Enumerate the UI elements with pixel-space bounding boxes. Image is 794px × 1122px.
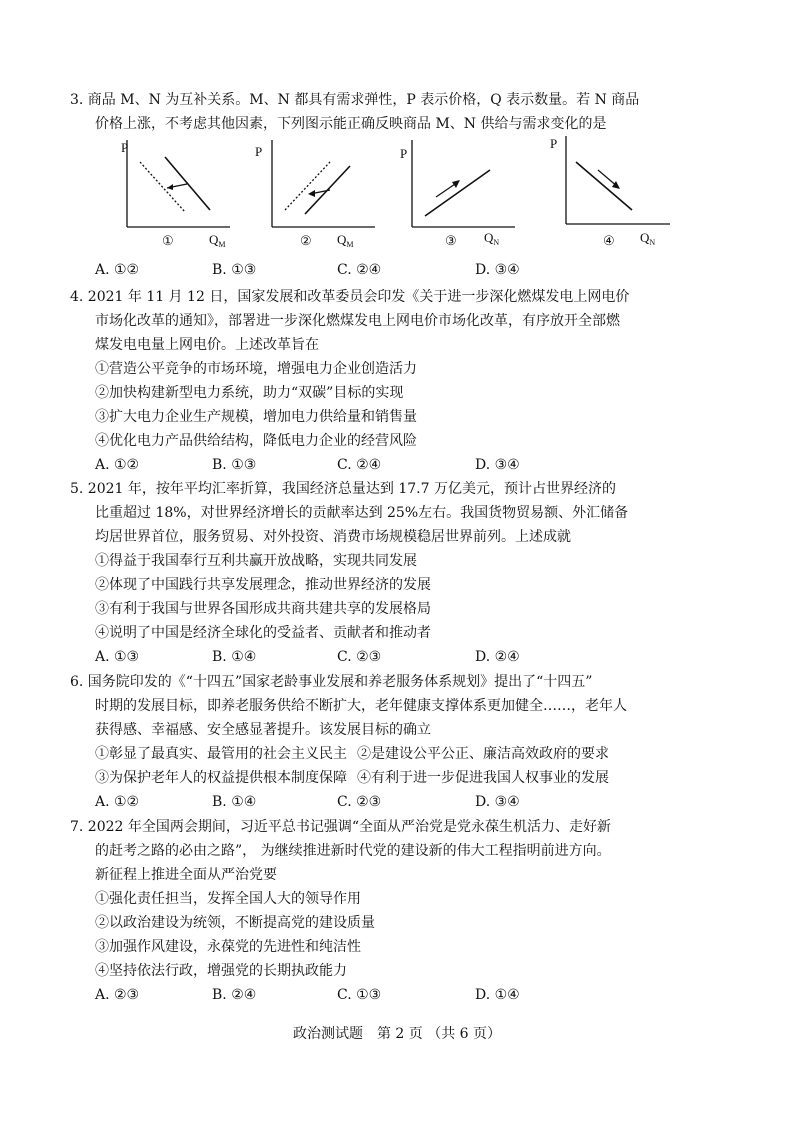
q3-graph-1 (105, 132, 245, 252)
q5-item-3: ③有利于我国与世界各国形成共商共建共享的发展格局 (95, 601, 431, 617)
q6-items-row-2 (95, 768, 609, 788)
q7-item-4: ④坚持依法行政，增强党的长期执政能力 (95, 963, 347, 979)
graph-4-number: ④ (603, 233, 615, 248)
q6-item-3: ③为保护老年人的权益提供根本制度保障 (95, 770, 347, 786)
graph-2-q-sub: M (346, 240, 354, 249)
graph-2-number: ② (300, 233, 312, 248)
q3-option-a[interactable]: A. ①② (95, 262, 140, 278)
q7-item-3: ③加强作风建设，永葆党的先进性和纯洁性 (95, 939, 361, 955)
q4-item-4: ④优化电力产品供给结构，降低电力企业的经营风险 (95, 433, 417, 449)
q7-item-1: ①强化责任担当，发挥全国人大的领导作用 (95, 891, 361, 907)
q7-option-c[interactable]: C. ①③ (337, 987, 382, 1003)
q3-option-c[interactable]: C. ②④ (337, 262, 382, 278)
q6-items-row-1 (95, 744, 609, 764)
q5-stem-line-1: 5. 2021 年，按年平均汇率折算，我国经济总量达到 17.7 万亿美元，预计占世界经济的 (70, 481, 616, 497)
page-footer: 政治测试题 第 2 页 （共 6 页） (292, 1026, 502, 1042)
q7-option-a[interactable]: A. ②③ (95, 987, 140, 1003)
graph-1-p-label: P (121, 140, 129, 155)
graph-1-q-sub: M (218, 240, 226, 249)
q4-option-b[interactable]: B. ①③ (212, 457, 257, 473)
q5-option-b[interactable]: B. ①④ (212, 649, 257, 665)
q6-stem-line-3: 获得感、幸福感、安全感显著提升。该发展目标的确立 (95, 722, 431, 738)
q3-option-b[interactable]: B. ①③ (212, 262, 257, 278)
graph-3-q-sub: N (493, 238, 500, 247)
q4-item-1: ①营造公平竞争的市场环境，增强电力企业创造活力 (95, 361, 417, 377)
graph-4-p-label: P (550, 136, 558, 151)
svg-text:QM (337, 232, 354, 249)
q7-stem-line-2: 的赶考之路的必由之路”， 为继续推进新时代党的建设新的伟大工程指明前进方向。 (95, 843, 611, 859)
graph-1-number: ① (162, 233, 174, 248)
svg-text:QN (640, 230, 655, 247)
q5-item-4: ④说明了中国是经济全球化的受益者、贡献者和推动者 (95, 625, 431, 641)
q4-item-3: ③扩大电力企业生产规模，增加电力供给量和销售量 (95, 409, 417, 425)
q6-option-a[interactable]: A. ①② (95, 794, 140, 810)
q6-option-c[interactable]: C. ②③ (337, 794, 382, 810)
graph-2-q-label: Q (337, 232, 347, 247)
q3-graph-4 (540, 132, 680, 252)
q7-item-2: ②以政治建设为统领，不断提高党的建设质量 (95, 915, 375, 931)
q3-stem-line-1: 3. 商品 M、N 为互补关系。M、N 都具有需求弹性，P 表示价格，Q 表示数量。若 N 商品 (70, 92, 640, 108)
q6-item-4: ④有利于进一步促进我国人权事业的发展 (357, 770, 609, 786)
q4-stem-line-3: 煤发电电量上网电价。上述改革旨在 (95, 337, 319, 353)
q5-stem-line-2: 比重超过 18%，对世界经济增长的贡献率达到 25%左右。我国货物贸易额、外汇储备 (95, 505, 629, 521)
q3-graph-3 (390, 132, 530, 252)
graph-4-q-label: Q (640, 230, 650, 245)
q7-option-d[interactable]: D. ①④ (475, 987, 520, 1003)
q5-item-1: ①得益于我国奉行互利共赢开放战略，实现共同发展 (95, 553, 417, 569)
q6-item-1: ①彰显了最真实、最管用的社会主义民主 (95, 746, 347, 762)
q6-item-2: ②是建设公平公正、廉洁高效政府的要求 (357, 746, 609, 762)
q7-option-b[interactable]: B. ②④ (212, 987, 257, 1003)
q7-stem-line-1: 7. 2022 年全国两会期间，习近平总书记强调“全面从严治党是党永葆生机活力、走好新 (70, 819, 612, 835)
q3-option-d[interactable]: D. ③④ (475, 262, 520, 278)
graph-3-number: ③ (445, 233, 457, 248)
graph-2-p-label: P (255, 144, 263, 159)
q5-stem-line-3: 均居世界首位，服务贸易、对外投资、消费市场规模稳居世界前列。上述成就 (95, 529, 571, 545)
q7-stem-line-3: 新征程上推进全面从严治党要 (95, 867, 277, 883)
q5-option-a[interactable]: A. ①③ (95, 649, 140, 665)
q4-stem-line-1: 4. 2021 年 11 月 12 日，国家发展和改革委员会印发《关于进一步深化燃煤发电上网电价 (70, 289, 630, 305)
q6-stem-line-1: 6. 国务院印发的《“十四五”国家老龄事业发展和养老服务体系规划》提出了“十四五” (70, 674, 593, 690)
q4-option-a[interactable]: A. ①② (95, 457, 140, 473)
q4-stem-line-2: 市场化改革的通知》，部署进一步深化燃煤发电上网电价市场化改革，有序放开全部燃 (95, 313, 620, 329)
q3-graph-2 (250, 132, 390, 252)
svg-text:QM (209, 232, 226, 249)
q3-stem-line-2: 价格上涨，不考虑其他因素，下列图示能正确反映商品 M、N 供给与需求变化的是 (95, 116, 607, 132)
graph-3-p-label: P (400, 146, 408, 161)
graph-4-q-sub: N (649, 238, 656, 247)
q6-option-b[interactable]: B. ①④ (212, 794, 257, 810)
q4-option-c[interactable]: C. ②④ (337, 457, 382, 473)
graph-1-q-label: Q (209, 232, 219, 247)
graph-3-q-label: Q (484, 230, 494, 245)
q5-option-d[interactable]: D. ②④ (475, 649, 520, 665)
q6-stem-line-2: 时期的发展目标，即养老服务供给不断扩大，老年健康支撑体系更加健全……，老年人 (95, 698, 627, 714)
q4-option-d[interactable]: D. ③④ (475, 457, 520, 473)
svg-text:QN (484, 230, 499, 247)
q6-option-d[interactable]: D. ③④ (475, 794, 520, 810)
q5-item-2: ②体现了中国践行共享发展理念，推动世界经济的发展 (95, 577, 431, 593)
q4-item-2: ②加快构建新型电力系统，助力“双碳”目标的实现 (95, 385, 404, 401)
q5-option-c[interactable]: C. ②③ (337, 649, 382, 665)
